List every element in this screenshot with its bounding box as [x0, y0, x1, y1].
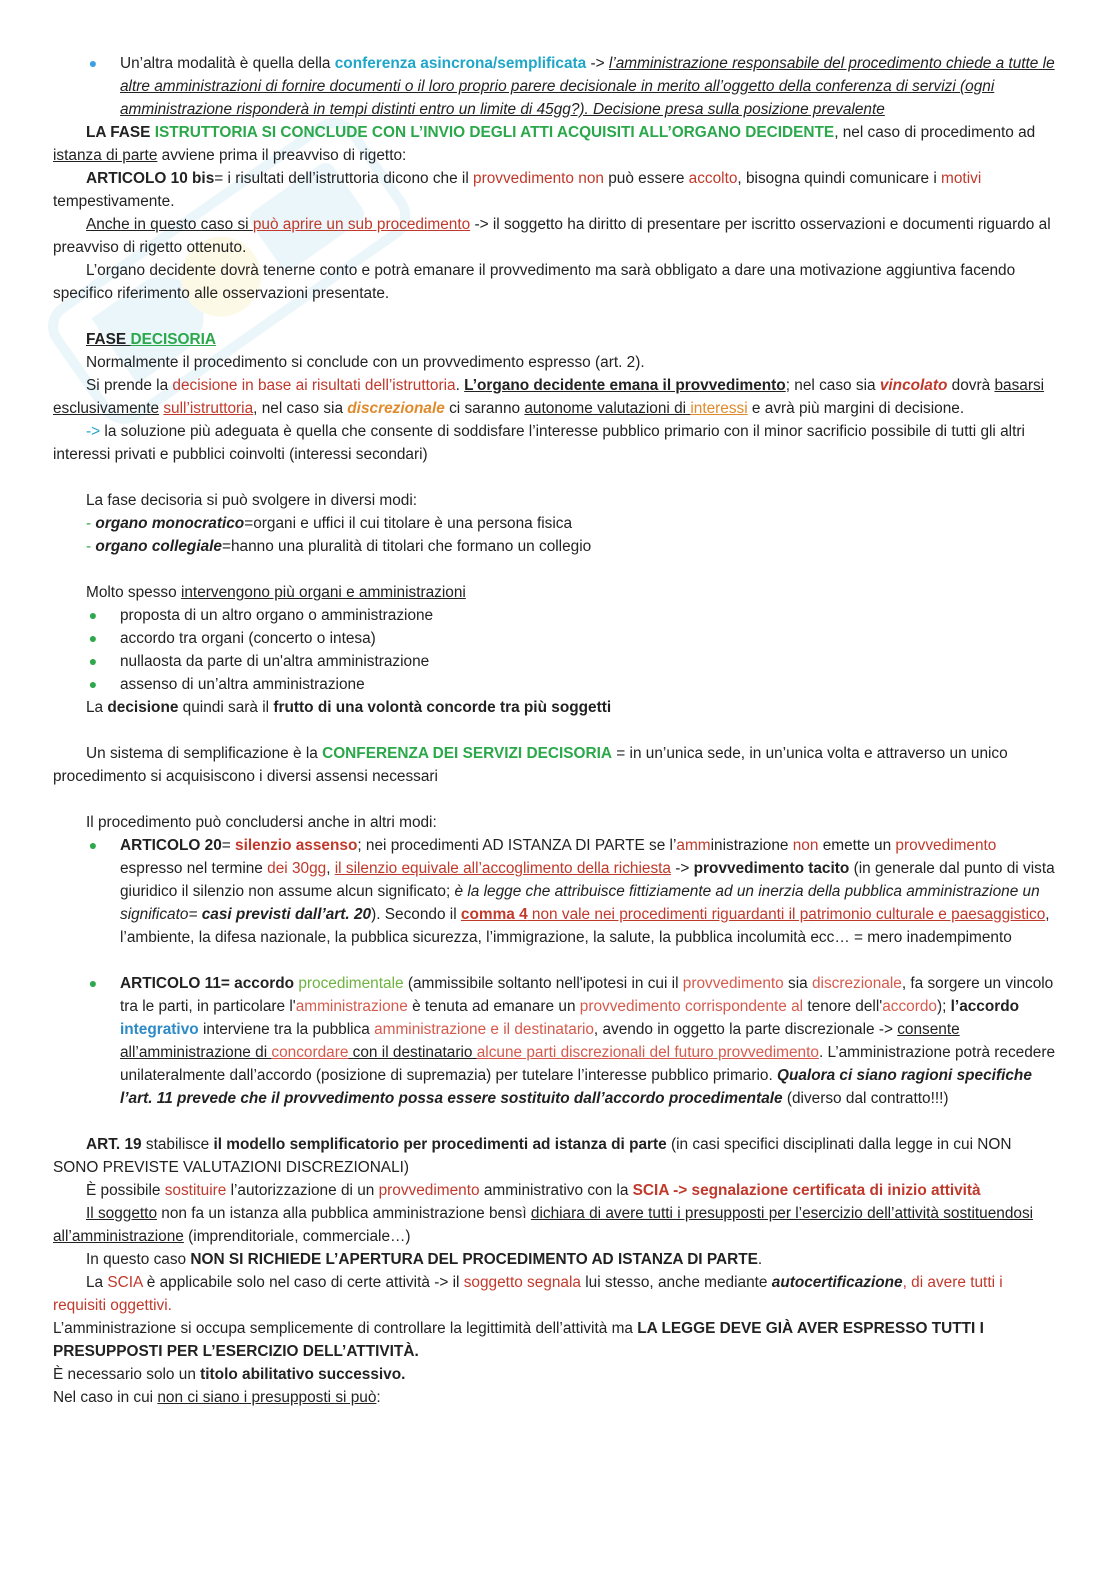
bullet-list-organi [53, 604, 1059, 696]
list-item: ● proposta di un altro organo o amministrazione [53, 604, 1059, 627]
list-item: ● Un’altra modalità è quella della conferenza asincrona/semplificata -> l’amministrazione responsabile del procedimento chiede a tutte le altre amministrazioni di fornire documenti o il loro proprio parere decisionale in merito all’oggetto della conferenza di servizi (ogni amministrazione risponderà in tempi distinti entro un limite di 45gg?). Decisione presa sulla posizione prevalente [53, 52, 1059, 121]
paragraph: Il soggetto non fa un istanza alla pubblica amministrazione bensì dichiara di avere tutti i presupposti per l’esercizio dell’attività sostituendosi all’amministrazione (imprenditoriale, commerciale…) [53, 1205, 1034, 1245]
paragraph: Molto spesso intervengono più organi e amministrazioni [86, 584, 466, 601]
list-item: ● assenso di un’altra amministrazione [53, 673, 1059, 696]
paragraph: Il procedimento può concludersi anche in altri modi: [86, 814, 437, 831]
bullet-icon: ● [88, 630, 98, 646]
bullet-icon: ● [88, 837, 98, 853]
list-item: ● nullaosta da parte di un'altra amministrazione [53, 650, 1059, 673]
bullet-icon: ● [88, 653, 98, 669]
dash-item: - organo monocratico=organi e uffici il cui titolare è una persona fisica [86, 515, 573, 532]
list-item: ● accordo tra organi (concerto o intesa) [53, 627, 1059, 650]
bullet-list-art11 [53, 972, 1059, 1110]
paragraph: Nel caso in cui non ci siano i presupposti si può: [53, 1389, 381, 1406]
paragraph: In questo caso NON SI RICHIEDE L’APERTURA DEL PROCEDIMENTO AD ISTANZA DI PARTE. [86, 1251, 763, 1268]
paragraph: La decisione quindi sarà il frutto di una volontà concorde tra più soggetti [86, 699, 612, 716]
list-item: ● ARTICOLO 11= accordo procedimentale (ammissibile soltanto nell'ipotesi in cui il provvedimento sia discrezionale, fa sorgere un vincolo tra le parti, in particolare l'amministrazione è tenuta ad emanare un provvedimento corrispondente al tenore dell'accordo); l’accordo integrativo interviene tra la pubblica amministrazione e il destinatario, avendo in oggetto la parte discrezionale -> consente all’amministrazione di concordare con il destinatario alcune parti discrezionali del futuro provvedimento. L’amministrazione potrà recedere unilateralmente dall’accordo (posizione di supremazia) per tutelare l’interesse pubblico primario. Qualora ci siano ragioni specifiche l’art. 11 prevede che il provvedimento possa essere sostituito dall’accordo procedimentale (diverso dal contratto!!!) [53, 972, 1059, 1110]
paragraph: La SCIA è applicabile solo nel caso di certe attività -> il soggetto segnala lui stesso, anche mediante autocertificazione, di avere tutti i requisiti oggettivi. [53, 1274, 1003, 1314]
paragraph: Un sistema di semplificazione è la CONFERENZA DEI SERVIZI DECISORIA = in un’unica sede, in un’unica volta e attraverso un unico procedimento si acquisiscono i diversi assensi necessari [53, 745, 1008, 785]
paragraph: ARTICOLO 10 bis= i risultati dell’istruttoria dicono che il provvedimento non può essere accolto, bisogna quindi comunicare i motivi tempestivamente. [53, 170, 982, 210]
paragraph: -> la soluzione più adeguata è quella che consente di soddisfare l’interesse pubblico primario con il minor sacrificio possibile di tutti gli altri interessi privati e pubblici coinvolti (interessi secondari) [53, 423, 1025, 463]
paragraph: LA FASE ISTRUTTORIA SI CONCLUDE CON L’INVIO DEGLI ATTI ACQUISITI ALL’ORGANO DECIDENTE, nel caso di procedimento ad istanza di parte avviene prima il preavviso di rigetto: [53, 124, 1036, 164]
bullet-icon: ● [88, 55, 98, 71]
paragraph: Si prende la decisione in base ai risultati dell’istruttoria. L’organo decidente emana il provvedimento; nel caso sia vincolato dovrà basarsi esclusivamente sull’istruttoria, nel caso sia discrezionale ci saranno autonome valutazioni di interessi e avrà più margini di decisione. [53, 377, 1045, 417]
section-heading: FASE DECISORIA [86, 331, 216, 348]
paragraph: È necessario solo un titolo abilitativo successivo. [53, 1366, 406, 1383]
document-page [53, 52, 1059, 1409]
list-item: ● ARTICOLO 20= silenzio assenso; nei procedimenti AD ISTANZA DI PARTE se l’amministrazione non emette un provvedimento espresso nel termine dei 30gg, il silenzio equivale all’accoglimento della richiesta -> provvedimento tacito (in generale dal punto di vista giuridico il silenzio non assume alcun significato; è la legge che attribuisce fittiziamente ad un inerzia della pubblica amministrazione un significato= casi previsti dall’art. 20). Secondo il comma 4 non vale nei procedimenti riguardanti il patrimonio culturale e paesaggistico, l’ambiente, la difesa nazionale, la pubblica sicurezza, l’immigrazione, la salute, la pubblica incolumità ecc… = mero inadempimento [53, 834, 1059, 949]
dash-item: - organo collegiale=hanno una pluralità di titolari che formano un collegio [86, 538, 592, 555]
bullet-icon: ● [88, 975, 98, 991]
paragraph: Normalmente il procedimento si conclude con un provvedimento espresso (art. 2). [86, 354, 645, 371]
paragraph: L’organo decidente dovrà tenerne conto e potrà emanare il provvedimento ma sarà obbligato a dare una motivazione aggiuntiva facendo specifico riferimento alle osservazioni presentate. [53, 262, 1016, 302]
paragraph: ART. 19 stabilisce il modello semplificatorio per procedimenti ad istanza di parte (in casi specifici disciplinati dalla legge in cui NON SONO PREVISTE VALUTAZIONI DISCREZIONALI) [53, 1136, 1012, 1176]
paragraph: L’amministrazione si occupa semplicemente di controllare la legittimità dell’attività ma LA LEGGE DEVE GIÀ AVER ESPRESSO TUTTI I PRESUPPOSTI PER L’ESERCIZIO DELL’ATTIVITÀ. [53, 1320, 984, 1360]
paragraph: La fase decisoria si può svolgere in diversi modi: [86, 492, 418, 509]
paragraph: Anche in questo caso si può aprire un sub procedimento -> il soggetto ha diritto di presentare per iscritto osservazioni e documenti riguardo al preavviso di rigetto ottenuto. [53, 216, 1051, 256]
bullet-list-art20 [53, 834, 1059, 949]
bullet-icon: ● [88, 607, 98, 623]
bullet-icon: ● [88, 676, 98, 692]
paragraph: È possibile sostituire l’autorizzazione di un provvedimento amministrativo con la SCIA -> segnalazione certificata di inizio attività [86, 1182, 981, 1199]
bullet-list-asincrona [53, 52, 1059, 121]
